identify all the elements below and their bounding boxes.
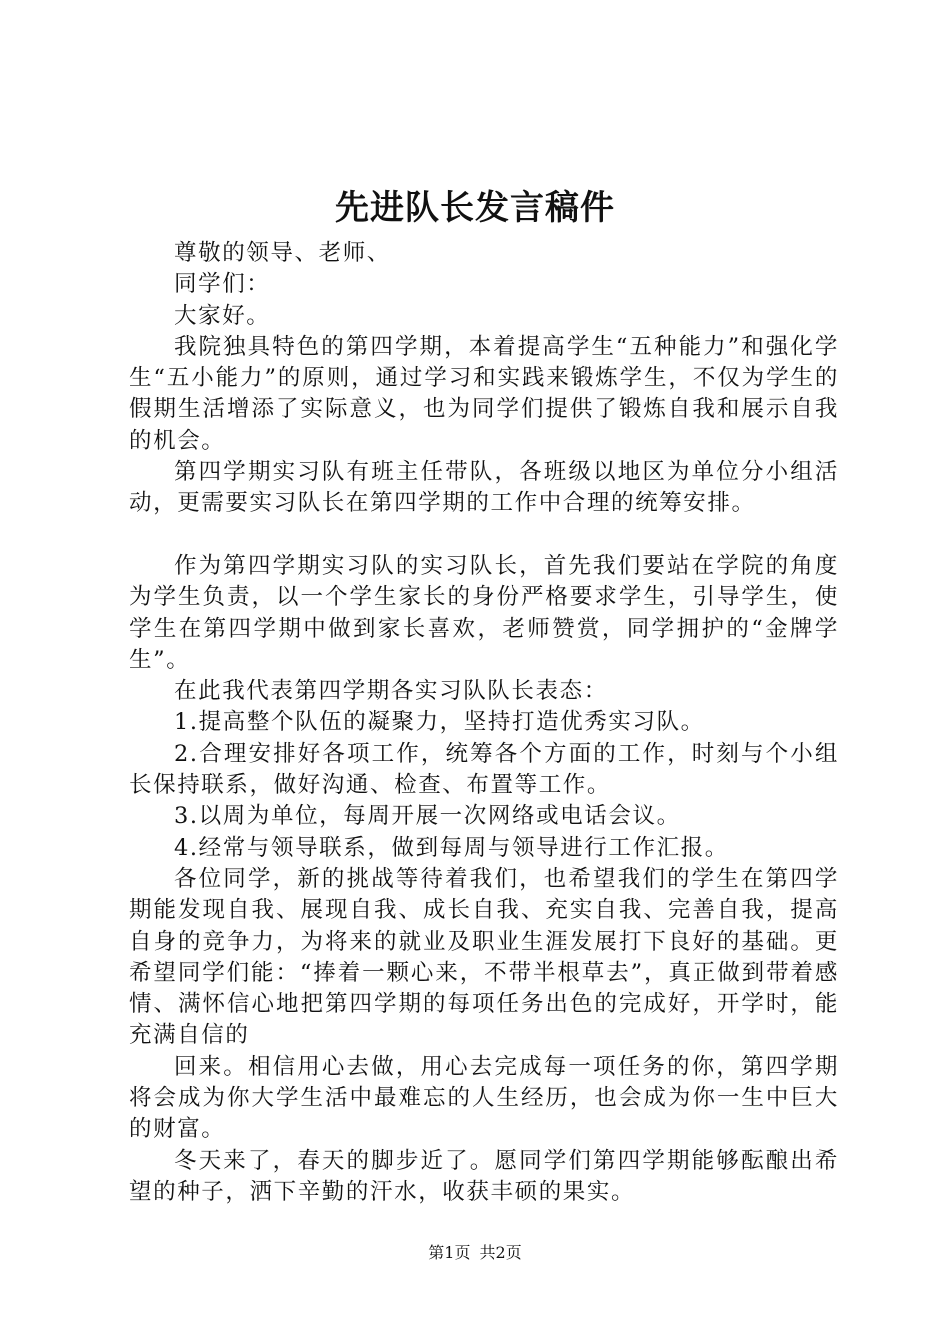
page-title: 先进队长发言稿件 <box>335 188 615 228</box>
page-total: 共2页 <box>479 1243 522 1262</box>
paragraph-statement: 在此我代表第四学期各实习队队长表态： <box>174 678 608 705</box>
paragraph-role: 作为第四学期实习队的实习队长，首先我们要站在学院的角度为学生负责，以一个学生家长的身份严格要求学生，引导学生，使学生在第四学期中做到家长喜欢，老师赞赏，同学拥护的“金牌学生”。 <box>129 552 839 673</box>
paragraph-team: 第四学期实习队有班主任带队，各班级以地区为单位分小组活动，更需要实习队长在第四学期的工作中合理的统筹安排。 <box>129 459 839 517</box>
list-item-3: 3.以周为单位，每周开展一次网络或电话会议。 <box>174 803 681 830</box>
paragraph-spacer <box>129 520 839 551</box>
paragraph-return: 回来。相信用心去做，用心去完成每一项任务的你，第四学期将会成为你大学生活中最难忘的人生经历，也会成为你一生中巨大的财富。 <box>129 1053 839 1143</box>
list-item-4: 4.经常与领导联系，做到每周与领导进行工作汇报。 <box>174 834 729 861</box>
document-body <box>129 238 839 1208</box>
list-item-1: 1.提高整个队伍的凝聚力，坚持打造优秀实习队。 <box>174 709 705 736</box>
paragraph-expectation: 各位同学，新的挑战等待着我们，也希望我们的学生在第四学期能发现自我、展现自我、成长自我、充实自我、完善自我，提高自身的竞争力，为将来的就业及职业生涯发展打下良好的基础。更希望同学们能：“捧着一颗心来，不带半根草去”，真正做到带着感情、满怀信心地把第四学期的每项任务出色的完成好，开学时，能充满自信的 <box>129 865 839 1049</box>
greeting: 大家好。 <box>174 302 271 329</box>
salutation-line-1: 尊敬的领导、老师、 <box>174 240 391 266</box>
page-footer <box>0 1241 950 1265</box>
list-item-2: 2.合理安排好各项工作，统筹各个方面的工作，时刻与个小组长保持联系，做好沟通、检查、布置等工作。 <box>129 740 839 799</box>
paragraph-intro: 我院独具特色的第四学期，本着提高学生“五种能力”和强化学生“五小能力”的原则，通过学习和实践来锻炼学生，不仅为学生的假期生活增添了实际意义，也为同学们提供了锻炼自我和展示自我的机会。 <box>129 333 839 454</box>
page-number: 第1页 <box>428 1243 471 1262</box>
paragraph-closing: 冬天来了，春天的脚步近了。愿同学们第四学期能够酝酿出希望的种子，洒下辛勤的汗水，收获丰硕的果实。 <box>129 1147 839 1205</box>
salutation-line-2: 同学们： <box>174 271 271 298</box>
